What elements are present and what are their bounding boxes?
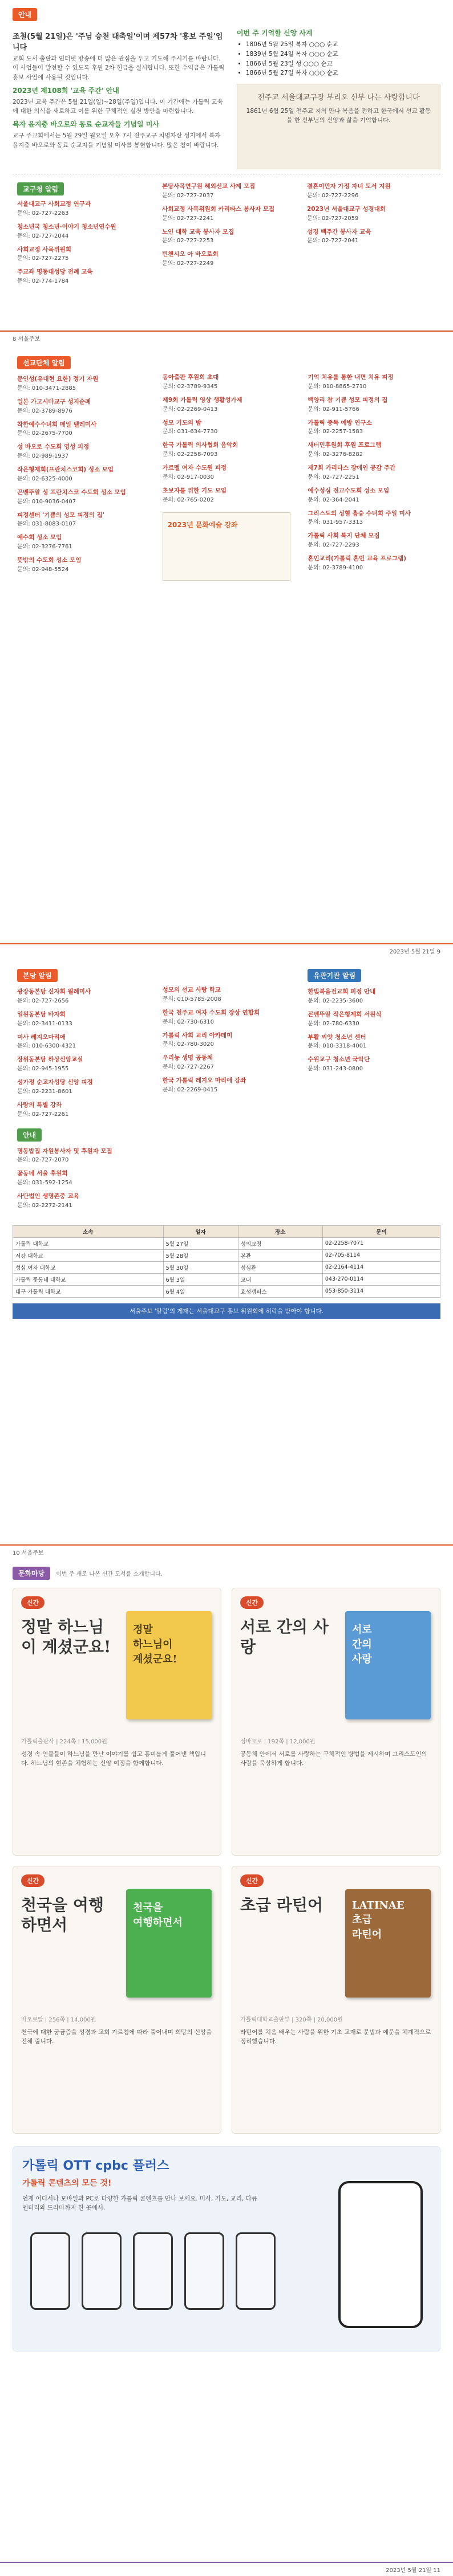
notice-item (17, 1101, 145, 1119)
notice-item (308, 1055, 436, 1073)
new-book-pill: 신간 (240, 1596, 264, 1609)
notice-item-title: 본당사목연구원 해외선교 사제 모집 (162, 183, 256, 190)
notice-item (308, 555, 436, 572)
phone-mockup (30, 2232, 70, 2310)
notice-item-text: 문의: 02-727-2070 (17, 1157, 69, 1164)
notice-item (163, 396, 291, 414)
martyrs-mass-body: 교구 주교회에서는 5월 29일 월요일 오후 7시 전주교구 치명자산 성지에서 복자 윤지충 바오로와 동료 순교자들 기념일 미사를 봉헌합니다. 많은 참여 바랍니다. (13, 132, 221, 149)
notice-item (308, 396, 436, 414)
notice-item-text: 문의: 02-727-2275 (17, 255, 69, 262)
page8-left-column (13, 179, 151, 294)
notice-item-title: 새터민후원회 후원 프로그램 (308, 442, 382, 449)
notice-item-text: 문의: 031-243-0800 (308, 1066, 363, 1072)
table-row (13, 1237, 440, 1249)
notice-item-title: 수원교구 청소년 국악단 (308, 1056, 370, 1063)
page10-column-2 (158, 965, 296, 1218)
book-card[interactable] (232, 1866, 440, 2134)
faith-history-item: • 1866년 5월 23일 성 ○○○ 순교 (246, 59, 440, 69)
table-cell: 6월 3일 (163, 1273, 238, 1285)
notice-item (17, 268, 146, 286)
notice-item-text: 문의: 010-3471-2885 (17, 385, 76, 392)
notice-item-title: 예수회 성소 모임 (17, 534, 62, 541)
book-card[interactable] (13, 1866, 221, 2134)
notice-item (17, 398, 145, 415)
notice-item-title: 한빛복음전교회 피정 안내 (308, 988, 376, 995)
notice-item-text: 문의: 02-727-2253 (162, 238, 214, 244)
book-title: 서로 간의 사랑 (240, 1617, 329, 1656)
general-notice-tag: 안내 (17, 1128, 42, 1142)
notice-item (17, 421, 145, 438)
book-description: 공동체 안에서 서로를 사랑하는 구체적인 방법을 제시하며 그리스도인의 사랑을 묵상하게 합니다. (240, 1751, 427, 1767)
new-book-pill: 신간 (240, 1874, 264, 1887)
intro-title: 조철(5월 21일)은 '주님 승천 대축일'이며 제57차 '홍보 주일'입니다 (13, 32, 223, 52)
page9-column-3 (303, 353, 440, 584)
notice-item-text: 문의: 02-911-5766 (308, 406, 359, 413)
notice-item (163, 986, 291, 1004)
notice-item (163, 441, 291, 459)
notice-item-text: 문의: 02-2269-0413 (162, 406, 218, 413)
notice-item-text: 문의: 02-2272-2141 (17, 1202, 72, 1209)
notice-item-title: 동아출판 후원회 초대 (162, 374, 219, 381)
book-cover-text: 서로 간의 사랑 (352, 1624, 372, 1665)
cpbc-plus-banner[interactable] (13, 2146, 440, 2351)
notice-item (162, 228, 291, 246)
table-cell: 성심관 (238, 1261, 322, 1273)
notice-item (17, 1055, 145, 1073)
table-cell: 성심 여자 대학교 (13, 1261, 164, 1273)
notice-item-title: 혼인교리(가톨릭 혼인 교육 프로그램) (308, 555, 407, 562)
notice-item-text: 문의: 010-8865-2710 (308, 383, 367, 390)
notice-item-title: 가르멜 여자 수도원 피정 (162, 464, 227, 471)
notice-item-text: 문의: 031-8083-0107 (17, 521, 76, 528)
mission-notice-tag: 선교단체 알림 (17, 356, 71, 369)
notice-item (162, 205, 291, 223)
diocese-notice-tag: 교구청 알림 (17, 182, 64, 195)
notice-item (17, 488, 145, 506)
notice-item-title: 그리스도의 성혈 흠숭 수녀회 주일 미사 (308, 510, 411, 517)
notice-item-text: 문의: 02-2675-7700 (17, 430, 72, 437)
notice-item-title: 뜻밖의 수도회 성소 모임 (17, 557, 82, 564)
notice-item-text: 문의: 02-917-0030 (162, 474, 215, 480)
faith-history-item: • 1806년 5월 25일 복자 ○○○ 순교 (246, 40, 440, 50)
notice-item-title: 문인성(유대현 요한) 정기 자원 (17, 376, 99, 382)
faith-history-title: 이번 주 기억할 신앙 사계 (236, 29, 313, 37)
book-description: 성경 속 인물들이 하느님을 만난 이야기를 쉽고 흥미롭게 풀어낸 책입니다. 하느님의 현존을 체험하는 신앙 여정을 함께합니다. (21, 1751, 207, 1767)
notice-item (17, 246, 146, 263)
notice-item-text: 문의: 02-2258-7093 (162, 451, 218, 458)
table-header-cell: 문의 (322, 1225, 440, 1237)
page9-column-1 (13, 353, 150, 584)
notice-item-title: 장위동본당 하상신앙교실 (17, 1056, 83, 1063)
notice-item-title: 성가정 순교자성당 신앙 피정 (17, 1079, 93, 1086)
martyrs-mass-title: 복자 윤지충 바오로와 동료 순교자들 기념일 미사 (13, 120, 159, 129)
table-header-cell: 소속 (13, 1225, 164, 1237)
table-row (13, 1273, 440, 1285)
notice-item-title: 예수성심 전교수도회 성소 모임 (308, 487, 390, 494)
notice-item (17, 556, 145, 574)
notice-item-text: 문의: 02-2257-1583 (308, 429, 363, 435)
notice-item-title: 한국 가톨릭 레지오 마리애 강좌 (162, 1077, 246, 1084)
notice-item (17, 1078, 145, 1096)
notice-item-text: 문의: 010-5785-2008 (162, 996, 221, 1002)
notice-item-text: 문의: 02-989-1937 (17, 453, 69, 459)
page9-number: 2023년 5월 21일 9 (389, 949, 440, 955)
notice-item-text: 문의: 02-730-6310 (162, 1018, 215, 1025)
notice-item (163, 464, 291, 482)
book-meta: 가톨릭출판사 | 224쪽 | 15,000원 (21, 1739, 107, 1745)
notice-item (307, 228, 436, 246)
notice-item-title: 성모 기도의 밤 (162, 419, 201, 426)
highlight-box (237, 26, 440, 169)
notice-item-text: 문의: 02-727-2044 (17, 233, 69, 239)
book-cover-text: 천국을 여행하면서 (133, 1902, 183, 1929)
notice-item-text: 문의: 02-727-2041 (307, 238, 359, 244)
book-card[interactable] (232, 1588, 440, 1856)
notice-item-text: 문의: 02-3789-4100 (308, 564, 363, 571)
quote-box (237, 84, 440, 169)
table-cell: 성의교정 (238, 1237, 322, 1249)
notice-item-text: 문의: 02-3411-0133 (17, 1020, 72, 1027)
notice-item-title: 기억 치유를 통한 내면 치유 피정 (308, 374, 394, 381)
notice-item (17, 1169, 145, 1187)
page11-number: 2023년 5월 21일 11 (386, 2567, 440, 2574)
page8-lower-columns (13, 179, 440, 294)
notice-item-text: 문의: 02-3789-9345 (162, 383, 218, 390)
notice-item-title: 일원동본당 바자회 (17, 1010, 66, 1018)
table-cell: 053-850-3114 (322, 1285, 440, 1297)
notice-item (308, 988, 436, 1005)
notice-item-text: 문의: 02-727-2261 (17, 1111, 69, 1118)
notice-item (308, 487, 436, 504)
notice-item (308, 1033, 436, 1051)
phone-mockup (133, 2232, 173, 2310)
page8-number: 8 서울주보 (13, 336, 41, 343)
notice-item-text: 문의: 02-6325-4000 (17, 475, 72, 482)
notice-item (17, 443, 145, 460)
table-cell: 02-2258-7071 (322, 1237, 440, 1249)
book-title: 초급 라틴어 (240, 1896, 323, 1914)
notice-item-title: 성 바오로 수도회 영성 피정 (17, 443, 90, 451)
notice-item (17, 533, 145, 551)
culture-section-tag: 문화마당 (13, 1567, 50, 1580)
notice-item (308, 464, 436, 482)
culture-section-note: 이번 주 새로 나온 신간 도서를 소개합니다. (56, 1571, 163, 1578)
notice-item-title: 한국 천주교 여자 수도회 장상 연합회 (162, 1009, 260, 1016)
page-8 (0, 0, 453, 331)
notice-item (163, 419, 291, 437)
page8-middle-column (157, 179, 296, 294)
table-cell: 가톨릭 대학교 (13, 1237, 164, 1249)
notice-item-title: 꽃동네 서울 후원회 (17, 1170, 68, 1177)
notice-item-title: 빈첸시오 아 바오로회 (162, 251, 219, 258)
notice-item-text: 문의: 02-2269-0415 (162, 1086, 218, 1093)
table-cell: 5월 30일 (163, 1261, 238, 1273)
notice-item (17, 1033, 145, 1051)
page8-right-column (302, 179, 440, 294)
notice-item-title: 서울대교구 사회교정 연구과 (17, 201, 91, 208)
notice-item-title: 결혼이민자 가정 자녀 도서 지원 (307, 183, 391, 190)
notice-item-text: 문의: 010-9036-0407 (17, 498, 76, 505)
faith-history-list (237, 40, 440, 78)
table-header-cell: 일자 (163, 1225, 238, 1237)
notice-item (308, 373, 436, 391)
notice-item-title: 착한예수수녀회 매일 텔레미사 (17, 421, 97, 428)
notice-item-title: 우리농 생명 공동체 (162, 1054, 213, 1062)
intro-body: 교회 도서 출판과 인터넷 방송에 더 많은 관심을 두고 기도해 주시기를 바랍니다. 이 사업들이 발전할 수 있도록 후원 2차 헌금을 실시합니다. 또한 수익금은 가톨릭홍보 사업에 사용될 것입니다. (13, 55, 225, 81)
table-cell: 02-2164-4114 (322, 1261, 440, 1273)
notice-item-text: 문의: 02-727-2059 (307, 215, 359, 222)
page-11 (0, 1559, 453, 2562)
book-title: 정말 하느님이 계셨군요! (21, 1617, 111, 1656)
notice-item-text: 문의: 031-592-1254 (17, 1180, 72, 1186)
notice-item (308, 510, 436, 527)
book-cover-text: 정말 하느님이 계셨군요! (133, 1624, 177, 1665)
phone-mockup (236, 2232, 276, 2310)
notice-item-title: 작은형제회(프란치스코회) 성소 모임 (17, 466, 114, 473)
notice-item (17, 511, 145, 529)
notice-item-text: 문의: 02-727-2656 (17, 997, 69, 1004)
notice-item-title: 명동밥집 자원봉사자 및 후원자 모집 (17, 1147, 112, 1155)
page10-column-3 (303, 965, 440, 1218)
page9-footer (0, 943, 453, 957)
notice-item-text: 문의: 02-727-2293 (308, 542, 359, 548)
notice-item-text: 문의: 02-945-1955 (17, 1066, 69, 1072)
notice-item-text: 문의: 02-780-3020 (162, 1041, 215, 1048)
page10-footer (0, 1544, 453, 1559)
notice-item-text: 문의: 02-3276-8282 (308, 451, 363, 458)
table-cell: 6월 4일 (163, 1285, 238, 1297)
notice-item-text: 문의: 02-780-6330 (308, 1020, 359, 1027)
notice-item (163, 1054, 291, 1071)
education-week-body: 2023년 교육 주간은 5월 21일(일)~28일(주일)입니다. 이 기간에는 가톨릭 교육에 대한 의식을 새로하고 이를 위한 구체적인 실천 방안을 마련합니다. (13, 98, 223, 115)
notice-item (17, 375, 145, 393)
notice-item-text: 문의: 02-948-5524 (17, 566, 69, 573)
notice-item (17, 200, 146, 218)
notice-item-title: 가톨릭 사회 복지 단체 모집 (308, 532, 380, 540)
book-meta: 가톨릭대학교출판부 | 320쪽 | 20,000원 (240, 2017, 343, 2023)
notice-item (307, 182, 436, 200)
notice-item (17, 1147, 145, 1165)
notice-item (17, 223, 146, 241)
phone-mockup (82, 2232, 122, 2310)
book-description: 라틴어를 처음 배우는 사람을 위한 기초 교재로 문법과 예문을 체계적으로 정리했습니다. (240, 2029, 431, 2045)
notice-item (307, 205, 436, 223)
notice-item-title: 주교좌 명동대성당 전례 교육 (17, 268, 93, 276)
new-book-pill: 신간 (21, 1874, 45, 1887)
page10-number: 10 서울주보 (13, 1550, 44, 1556)
notice-item (162, 182, 291, 200)
page9-column-2 (158, 353, 296, 584)
notice-item (17, 1010, 145, 1028)
notice-item-title: 청소년국 청소년·이야기 청소년연수원 (17, 223, 116, 230)
notice-item-title: 사단법인 생명존중 교육 (17, 1193, 79, 1200)
table-header-cell: 장소 (238, 1225, 322, 1237)
notice-item (163, 487, 291, 504)
notice-item (308, 1010, 436, 1028)
notice-item (17, 466, 145, 483)
parish-notice-tag: 본당 알림 (17, 969, 58, 982)
faith-history-item: • 1839년 5월 24일 복자 ○○○ 순교 (246, 50, 440, 59)
notice-item-text: 문의: 010-6300-4321 (17, 1043, 76, 1050)
page-9 (0, 345, 453, 943)
related-org-tag: 유관기관 알림 (308, 969, 361, 982)
table-cell: 대구 가톨릭 대학교 (13, 1285, 164, 1297)
notice-item-title: 노인 대학 교육 봉사자 모집 (162, 228, 234, 235)
notice-item-title: 백양리 참 기쁨 성모 피정의 집 (308, 396, 388, 403)
notice-item-text: 문의: 02-727-2251 (308, 474, 359, 480)
notice-item-title: 성경 백주간 봉사자 교육 (307, 228, 371, 235)
notice-item (17, 1192, 145, 1210)
cpbc-description: 언제 어디서나 모바일과 PC로 다양한 가톨릭 콘텐츠를 만나 보세요. 미사, 기도, 교리, 다큐멘터리와 드라마까지 한 곳에서. (22, 2195, 257, 2212)
phone-mockup (184, 2232, 224, 2310)
notice-item-text: 문의: 02-765-0202 (162, 496, 215, 503)
table-cell: 효성캠퍼스 (238, 1285, 322, 1297)
notice-item-title: 꼰벤뚜알 성 프란치스코 수도회 성소 모임 (17, 488, 126, 496)
book-title: 천국을 여행하면서 (21, 1896, 104, 1934)
cpbc-tagline: 가톨릭 콘텐츠의 모든 것! (22, 2179, 112, 2188)
faith-history-item: • 1866년 5월 27일 복자 ○○○ 순교 (246, 68, 440, 78)
notice-item-title: 일본 가고시마교구 성지순례 (17, 398, 91, 405)
notice-item-title: 한국 가톨릭 의사협회 음악회 (162, 442, 238, 449)
table-row (13, 1249, 440, 1261)
notice-item (163, 1077, 291, 1094)
notice-item-title: 사회교정 사목위원회 (17, 246, 71, 253)
notice-item (17, 988, 145, 1005)
notice-item-title: 가톨릭 중독 예방 연구소 (308, 419, 372, 426)
notice-item-text: 문의: 02-727-2037 (162, 192, 214, 199)
notice-item-text: 문의: 02-727-2296 (307, 192, 359, 199)
notice-item (162, 250, 291, 268)
notice-item-text: 문의: 031-957-3313 (308, 519, 363, 526)
table-cell: 교내 (238, 1273, 322, 1285)
notice-item (163, 373, 291, 391)
notice-item-title: 사회교정 사목위원회 카리타스 봉사자 모집 (162, 205, 275, 213)
notice-item-text: 문의: 02-3789-8976 (17, 407, 72, 414)
notice-item-title: 사랑의 특별 강좌 (17, 1101, 62, 1108)
notice-item-text: 문의: 02-2231-8601 (17, 1088, 72, 1095)
notice-item (308, 419, 436, 437)
notice-item-text: 문의: 02-774-1784 (17, 278, 69, 285)
table-row (13, 1285, 440, 1297)
notice-item-title: 미사 레지오마리애 (17, 1033, 66, 1041)
notice-item-title: 제7회 카리타스 장애인 공감 주간 (308, 464, 396, 471)
notice-item (308, 441, 436, 459)
quote-body: 1861년 6월 25일 전주교 지역 만나 복음을 전하고 한국에서 선교 활동을 한 신부님의 신앙과 삶을 기억합니다. (246, 108, 431, 124)
table-header-row (13, 1225, 440, 1237)
page8-header-tag: 안내 (13, 8, 37, 21)
culture-lecture-title: 2023년 문화예술 강좌 (167, 520, 238, 529)
book-cover-image (345, 1611, 431, 1719)
phone-large-mockup (338, 2181, 423, 2328)
notice-item-text: 문의: 02-2235-3600 (308, 997, 363, 1004)
schedule-table (13, 1225, 440, 1298)
table-cell: 043-270-0114 (322, 1273, 440, 1285)
page-10 (0, 957, 453, 1544)
notice-item-text: 문의: 02-727-2263 (17, 210, 69, 217)
book-description: 천국에 대한 궁금증을 성경과 교회 가르침에 따라 풀어내며 희망의 신앙을 전해 줍니다. (21, 2029, 212, 2045)
notice-item-text: 문의: 010-3318-4001 (308, 1043, 367, 1050)
notice-item-title: 2023년 서울대교구 성경대회 (307, 205, 386, 213)
table-cell: 서강 대학교 (13, 1249, 164, 1261)
notice-item-title: 꼰벤뚜알 작은형제회 서원식 (308, 1010, 382, 1018)
notice-item-title: 초보자를 위한 기도 모임 (162, 487, 227, 494)
education-week-title: 2023년 제108회 '교육 주간' 안내 (13, 86, 119, 95)
notice-item-text: 문의: 02-3276-7761 (17, 544, 72, 550)
table-row (13, 1261, 440, 1273)
page10-footer-band: 서울주보 '알림'의 게재는 서울대교구 홍보 위원회에 허락을 받아야 합니다. (13, 1303, 440, 1319)
book-cover-text: LATINAE 초급 라틴어 (352, 1900, 405, 1941)
book-cover-image (345, 1889, 431, 1998)
book-cover-image (126, 1611, 212, 1719)
page10-column-1 (13, 965, 150, 1218)
notice-item-text: 문의: 02-364-2041 (308, 496, 359, 503)
cpbc-brand: 가톨릭 OTT cpbc 플러스 (22, 2159, 169, 2173)
table-cell: 5월 27일 (163, 1237, 238, 1249)
notice-item-text: 문의: 02-727-2241 (162, 215, 214, 222)
book-card[interactable] (13, 1588, 221, 1856)
notice-item-title: 가톨릭 사회 교리 아카데미 (162, 1032, 233, 1039)
new-book-pill: 신간 (21, 1596, 45, 1609)
book-meta: 성바오로 | 192쪽 | 12,000원 (240, 1739, 316, 1745)
notice-item-title: 부활 씨앗 청소년 센터 (308, 1033, 366, 1041)
page11-footer (0, 2562, 453, 2576)
notice-item-title: 피정센터 '기쁨의 성모 피정의 집' (17, 511, 104, 519)
table-cell: 본관 (238, 1249, 322, 1261)
notice-item-text: 문의: 02-727-2267 (162, 1064, 215, 1070)
quote-title: 전주교 서울대교구장 부리오 신부 나는 사랑합니다 (257, 93, 420, 103)
page8-main-text (13, 26, 226, 169)
notice-item (163, 1032, 291, 1049)
book-meta: 바오로딸 | 256쪽 | 14,000원 (21, 2017, 96, 2023)
notice-item (163, 1009, 291, 1026)
table-cell: 5월 28일 (163, 1249, 238, 1261)
page8-footer (0, 331, 453, 345)
notice-item-text: 문의: 031-634-7730 (162, 429, 218, 435)
book-grid (13, 1588, 440, 2134)
notice-item-text: 문의: 02-727-2249 (162, 260, 214, 267)
culture-lecture-box (163, 512, 291, 581)
notice-item-title: 광장동본당 신자회 월례미사 (17, 988, 91, 995)
book-cover-image (126, 1889, 212, 1998)
notice-item (308, 532, 436, 549)
table-cell: 가톨릭 꽃동네 대학교 (13, 1273, 164, 1285)
table-cell: 02-705-8114 (322, 1249, 440, 1261)
notice-item-title: 제9회 가톨릭 영상 생활성가제 (162, 396, 242, 403)
notice-item-title: 성모의 선교 사랑 학교 (162, 987, 221, 993)
